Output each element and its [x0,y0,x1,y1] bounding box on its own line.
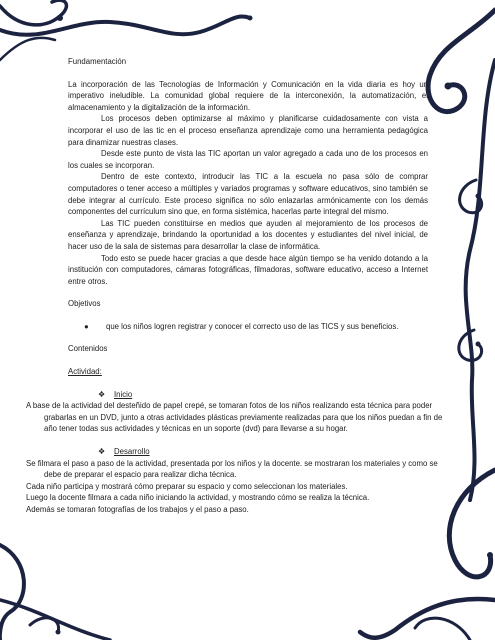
subheading-inicio-label: Inicio [114,389,133,399]
paragraph: A base de la actividad del desteñido de papel crepé, se tomaran fotos de los niños realizando esta técnica para poder grabarlas en un DVD, junto a otras actividades plásticas previamente realizadas para que los niños puedan a fin de año tener todas sus actividades y técnicas en un soporte (dvd) para llevarse a su hogar. [26,401,443,434]
paragraph: Desde este punto de vista las TIC aportan un valor agregado a cada uno de los procesos en los cuales se incorporan. [68,149,428,170]
subheading-inicio [98,389,428,401]
section-heading-fundamentacion: Fundamentación [68,57,127,66]
top-left-curl [0,0,66,25]
list-item [84,321,428,333]
top-left-vine [0,38,55,60]
top-left-swirl [0,16,250,34]
bottom-left-vine [0,600,110,640]
paragraph: Además se tomaran fotografías de los trabajos y el paso a paso. [26,505,249,514]
paragraph: Cada niño participa y mostrará cómo preparar su espacio y como seleccionan los materiales. [26,481,348,491]
paragraph: Las TIC pueden constituirse en medios que ayuden al mejoramiento de los procesos de enseñanza y aprendizaje, brindando la oportunidad a los docentes y estudiantes del nivel inicial, de hacer uso de la sala de sistemas para desarrollar la clase de informática. [68,218,428,251]
objective-text: que los niños logren registrar y conocer el correcto uso de las TICS y sus beneficios. [106,321,399,331]
paragraph: Todo esto se puede hacer gracias a que desde hace algún tiempo se ha venido dotando a la institución con computadores, cámaras fotográficas, filmadoras, software educativo, acceso a Internet entre otros. [68,253,428,286]
paragraph: La incorporación de las Tecnologías de Información y Comunicación en la vida diaria es hoy un imperativo ineludible. La comunidad global requiere de la interconexión, la automatización, el almacenamiento y la digitalización de la información. [68,79,428,112]
bullet-icon: ● [84,321,89,331]
document-body [26,56,443,516]
paragraph: Dentro de este contexto, introducir las TIC a la escuela no pasa sólo de comprar computadores o tener acceso a múltiples y variados programas y software educativos, sino también se debe integrar al currículo. Este proceso significa no sólo enlazarlas armónicamente con los demás componentes del currículum sino que, en forma sistémica, hacerlas parte integral del mismo. [68,172,428,217]
right-lower-swirl [449,470,495,577]
section-heading-actividad: Actividad: [68,367,102,377]
paragraph: Se filmara el paso a paso de la actividad, presentada por los niños y la docente. se mostraran los materiales y como se debe de preparar el espacio para realizar dicha técnica. [26,458,438,480]
bottom-right-swirl [360,599,495,638]
right-curl-1 [460,180,482,213]
paragraph: Los procesos deben optimizarse al máximo y planificarse cuidadosamente con vista a incorporar el uso de las tic en el proceso enseñanza aprendizaje como una herramienta pedagógica para dinamizar nuestras clases. [68,114,428,147]
diamond-ornament-icon: ❖ [98,447,106,457]
section-heading-objetivos: Objetivos [68,299,101,309]
bottom-right-curl [415,618,470,640]
right-vine [466,60,495,500]
subheading-desarrollo-label: Desarrollo [114,447,150,457]
bottom-left-swirl [0,545,24,640]
paragraph: Luego la docente filmara a cada niño iniciando la actividad, y mostrando cómo se realiza la técnica. [26,493,370,503]
bottom-left-curl [30,618,59,632]
right-curl-2 [459,330,482,360]
section-heading-contenidos: Contenidos [68,344,108,354]
diamond-ornament-icon: ❖ [98,389,106,399]
right-top-swirl [428,10,495,112]
subheading-desarrollo [98,446,428,458]
